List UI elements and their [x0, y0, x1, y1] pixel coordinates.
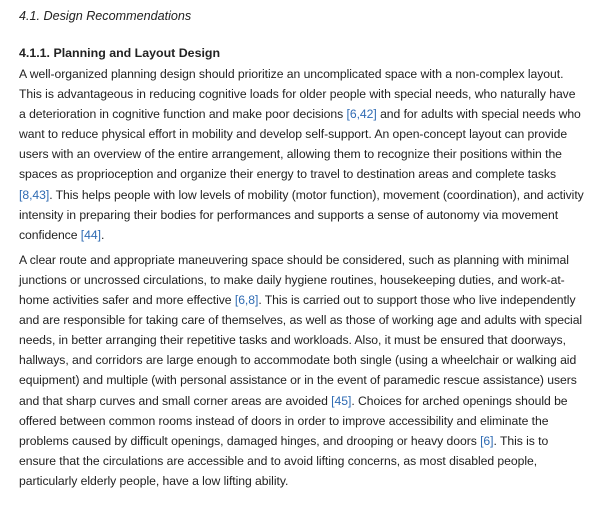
paragraph-text: .	[100, 227, 105, 242]
paragraph-text: . Choices for arched openings should be offered between common rooms instead of doors in order to improve accessibility and eliminate the problems caused by difficult openings, damaged hinges, and drooping or heavy doors	[19, 393, 568, 448]
paragraph-2	[19, 250, 585, 491]
citation-link[interactable]: [6]	[480, 433, 494, 448]
citation-link[interactable]: [45]	[331, 393, 352, 408]
citation-link[interactable]: [6,42]	[346, 107, 377, 122]
paragraph-text: . This is carried out to support those who live independently and are responsible for taking care of themselves, as well as those of working age and adults with special needs, in better arranging their repetitive tasks and workloads. Also, it must be ensured that doorways, hallways, and corridors are large enough to accommodate both single (using a wheelchair or walking aid equipment) and multiple (with personal assistance or in the event of paramedic rescue assistance) users and that sharp curves and small corner areas are avoided	[19, 293, 583, 408]
paragraph-text: A clear route and appropriate maneuvering space should be considered, such as planning with minimal junctions or uncrossed circulations, to make daily hygiene routines, housekeeping duties, and work-at-home activities safer and more effective	[19, 252, 569, 308]
paragraph-text: . This is to ensure that the circulations are accessible and to avoid lifting concerns, as most disabled people, particularly elderly people, have a low lifting ability.	[19, 433, 549, 488]
paragraph-1	[19, 64, 585, 245]
section-heading: 4.1. Design Recommendations	[19, 9, 192, 23]
subsection-heading: 4.1.1. Planning and Layout Design	[19, 46, 221, 60]
citation-link[interactable]: [8,43]	[19, 187, 50, 202]
paragraph-text: and for adults with special needs who want to reduce physical effort in mobility and develop self-support. An open-concept layout can provide users with an overview of the entire arrangement, allowing them to recognize their positions within the spaces as proprioception and organize their energy to travel to destination areas and complete tasks	[19, 107, 581, 182]
citation-link[interactable]: [6,8]	[234, 293, 259, 308]
citation-link[interactable]: [44]	[80, 227, 101, 242]
paragraph-text: A well-organized planning design should prioritize an uncomplicated space with a non-complex layout. This is advantageous in reducing cognitive loads for older people with special needs, who naturally have a deterioration in cognitive function and make poor decisions	[19, 67, 576, 122]
paragraph-text: . This helps people with low levels of mobility (motor function), movement (coordination), and activity intensity in preparing their bodies for performances and supports a sense of autonomy via movement confidence	[19, 187, 584, 242]
